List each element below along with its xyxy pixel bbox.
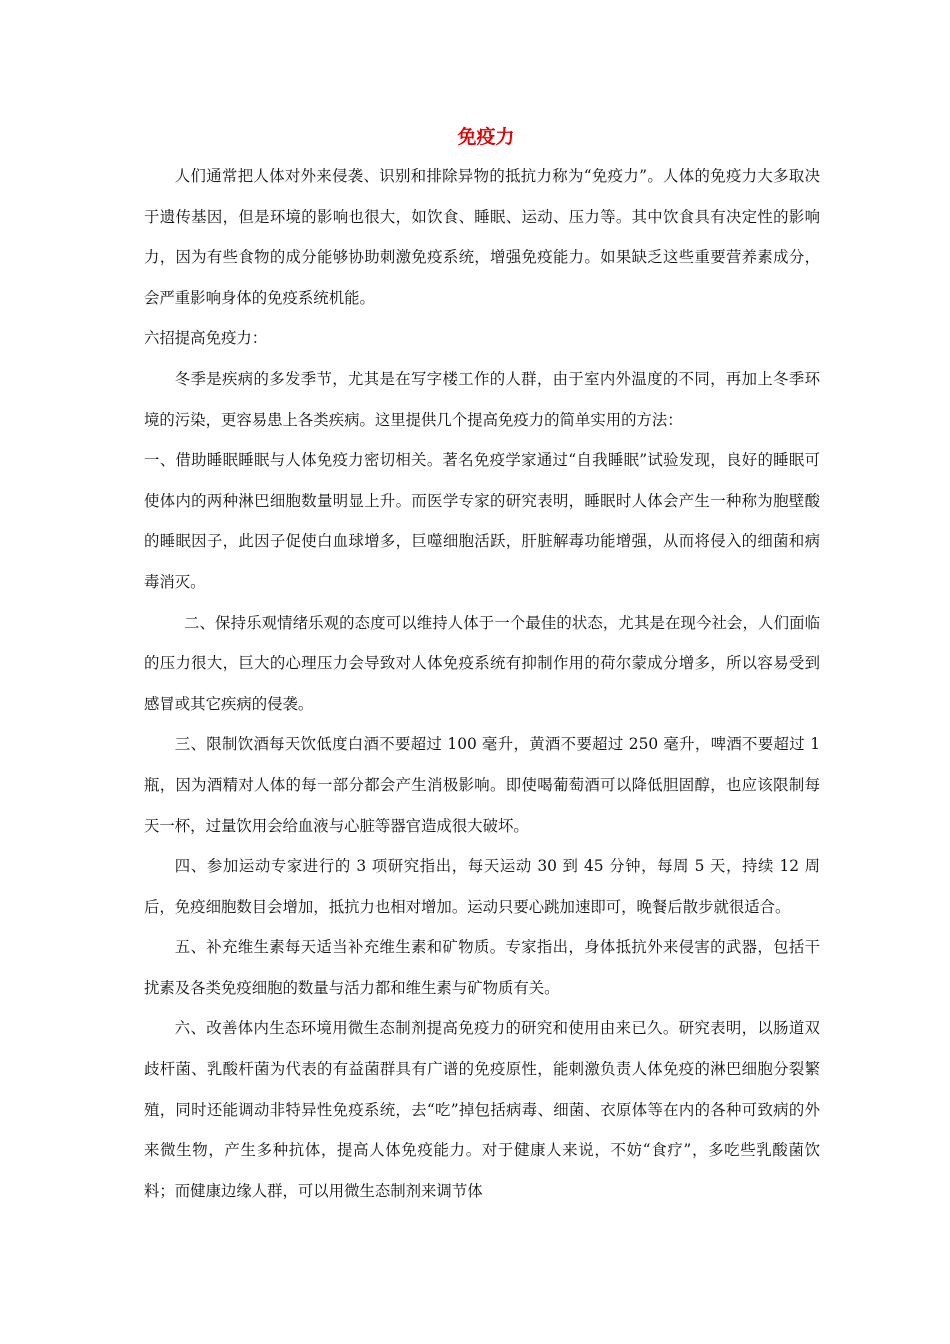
paragraph-intro: 人们通常把人体对外来侵袭、识别和排除异物的抵抗力称为“免疫力”。人体的免疫力大多取决于遗传基因，但是环境的影响也很大，如饮食、睡眠、运动、压力等。其中饮食具有决定性的影响力，因为有些食物的成分能够协助刺激免疫系统，增强免疫能力。如果缺乏这些重要营养素成分，会严重影响身体的免疫系统机能。	[144, 167, 820, 307]
document-page	[144, 118, 820, 1211]
paragraph-winter: 冬季是疾病的多发季节，尤其是在写字楼工作的人群，由于室内外温度的不同，再加上冬季环境的污染，更容易患上各类疾病。这里提供几个提高免疫力的简单实用的方法：	[144, 369, 820, 429]
paragraph-six-tips-heading: 六招提高免疫力：	[144, 329, 268, 348]
paragraph-tip-2-optimism: 二、保持乐观情绪乐观的态度可以维持人体于一个最佳的状态，尤其是在现今社会，人们面临的压力很大，巨大的心理压力会导致对人体免疫系统有抑制作用的荷尔蒙成分增多，所以容易受到感冒或其它疾病的侵袭。	[144, 613, 820, 713]
document-title: 免疫力	[457, 126, 515, 148]
paragraph-tip-6-microecology: 六、改善体内生态环境用微生态制剂提高免疫力的研究和使用由来已久。研究表明，以肠道双歧杆菌、乳酸杆菌为代表的有益菌群具有广谱的免疫原性，能刺激负责人体免疫的淋巴细胞分裂繁殖，同时还能调动非特异性免疫系统，去“吃”掉包括病毒、细菌、衣原体等在内的各种可致病的外来微生物，产生多种抗体，提高人体免疫能力。对于健康人来说，不妨“食疗”，多吃些乳酸菌饮料；而健康边缘人群，可以用微生态制剂来调节体	[144, 1019, 820, 1200]
paragraph-tip-5-vitamins: 五、补充维生素每天适当补充维生素和矿物质。专家指出，身体抵抗外来侵害的武器，包括干扰素及各类免疫细胞的数量与活力都和维生素与矿物质有关。	[144, 938, 820, 997]
paragraph-tip-1-sleep: 一、借助睡眠睡眠与人体免疫力密切相关。著名免疫学家通过“自我睡眠”试验发现，良好的睡眠可使体内的两种淋巴细胞数量明显上升。而医学专家的研究表明，睡眠时人体会产生一种称为胞壁酸的睡眠因子，此因子促使白血球增多，巨噬细胞活跃，肝脏解毒功能增强，从而将侵入的细菌和病毒消灭。	[144, 451, 820, 591]
paragraph-tip-4-exercise: 四、参加运动专家进行的 3 项研究指出，每天运动 30 到 45 分钟，每周 5 天，持续 12 周后，免疫细胞数目会增加，抵抗力也相对增加。运动只要心跳加速即可，晚餐后散步就很适合。	[144, 857, 820, 916]
paragraph-tip-3-alcohol: 三、限制饮酒每天饮低度白酒不要超过 100 毫升，黄酒不要超过 250 毫升，啤酒不要超过 1 瓶，因为酒精对人体的每一部分都会产生消极影响。即使喝葡萄酒可以降低胆固醇，也应该限制每天一杯，过量饮用会给血液与心脏等器官造成很大破坏。	[144, 735, 820, 835]
